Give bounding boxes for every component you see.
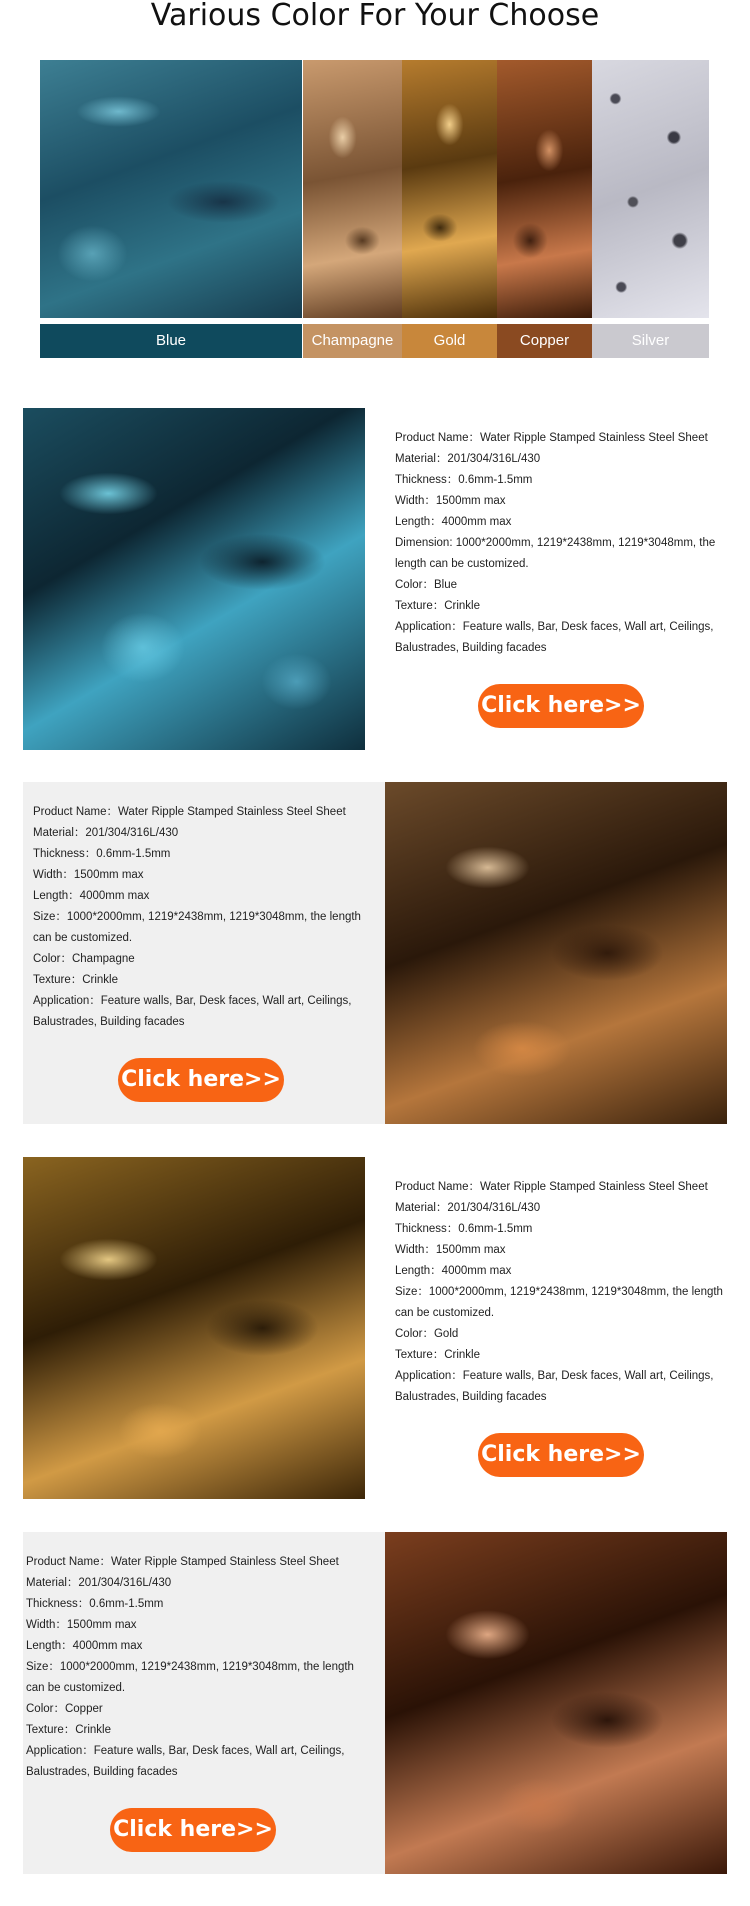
product-info-blue (385, 408, 747, 750)
spec-color: Color：Gold (395, 1328, 459, 1340)
spec-texture: Texture：Crinkle (33, 974, 118, 986)
spec-product-name: Product Name：Water Ripple Stamped Stainless Steel Sheet (395, 1181, 708, 1193)
swatch-label-champagne: Champagne (303, 324, 402, 358)
spec-length: Length：4000mm max (26, 1640, 143, 1652)
spec-color: Color：Blue (395, 579, 457, 591)
click-here-button-champagne[interactable]: Click here>> (118, 1058, 284, 1102)
spec-thickness: Thickness：0.6mm-1.5mm (26, 1598, 164, 1610)
spec-texture: Texture：Crinkle (26, 1724, 111, 1736)
click-here-button-blue[interactable]: Click here>> (478, 684, 644, 728)
product-info-champagne (23, 782, 385, 1124)
spec-texture: Texture：Crinkle (395, 1349, 480, 1361)
spec-width: Width：1500mm max (395, 495, 506, 507)
spec-material: Material：201/304/316L/430 (33, 827, 179, 839)
spec-length: Length：4000mm max (33, 890, 150, 902)
click-here-button-gold[interactable]: Click here>> (478, 1433, 644, 1477)
spec-color: Color：Copper (26, 1703, 103, 1715)
spec-product-name: Product Name：Water Ripple Stamped Stainless Steel Sheet (395, 432, 708, 444)
product-image-gold (23, 1157, 365, 1499)
spec-width: Width：1500mm max (33, 869, 144, 881)
spec-color: Color：Champagne (33, 953, 135, 965)
swatch-label-gold: Gold (402, 324, 497, 358)
spec-thickness: Thickness：0.6mm-1.5mm (395, 474, 533, 486)
swatch-label-blue: Blue (40, 324, 302, 358)
spec-application: Application：Feature walls, Bar, Desk faces, Wall art, Ceilings, Balustrades, Building facades (395, 1370, 714, 1403)
spec-width: Width：1500mm max (395, 1244, 506, 1256)
swatch-image-blue (40, 60, 302, 318)
spec-size: Size：1000*2000mm, 1219*2438mm, 1219*3048mm, the length can be customized. (26, 1661, 354, 1694)
swatch-image-champagne (303, 60, 402, 318)
product-info-copper (23, 1532, 385, 1874)
spec-texture: Texture：Crinkle (395, 600, 480, 612)
spec-material: Material：201/304/316L/430 (395, 453, 541, 465)
spec-list (395, 428, 740, 659)
product-image-champagne (385, 782, 727, 1124)
product-image-blue (23, 408, 365, 750)
spec-application: Application：Feature walls, Bar, Desk faces, Wall art, Ceilings, Balustrades, Building facades (26, 1745, 345, 1778)
spec-application: Application：Feature walls, Bar, Desk faces, Wall art, Ceilings, Balustrades, Building facades (33, 995, 352, 1028)
swatch-label-silver: Silver (592, 324, 709, 358)
spec-material: Material：201/304/316L/430 (395, 1202, 541, 1214)
swatch-label-copper: Copper (497, 324, 592, 358)
spec-product-name: Product Name：Water Ripple Stamped Stainless Steel Sheet (26, 1556, 339, 1568)
spec-thickness: Thickness：0.6mm-1.5mm (395, 1223, 533, 1235)
spec-size: Size：1000*2000mm, 1219*2438mm, 1219*3048mm, the length can be customized. (395, 1286, 723, 1319)
swatch-image-copper (497, 60, 592, 318)
spec-length: Length：4000mm max (395, 1265, 512, 1277)
spec-list (26, 1552, 371, 1783)
swatch-image-silver (592, 60, 709, 318)
spec-dimension: Dimension: 1000*2000mm, 1219*2438mm, 1219*3048mm, the length can be customized. (395, 537, 716, 570)
spec-application: Application：Feature walls, Bar, Desk faces, Wall art, Ceilings, Balustrades, Building facades (395, 621, 714, 654)
spec-size: Size：1000*2000mm, 1219*2438mm, 1219*3048mm, the length can be customized. (33, 911, 361, 944)
swatch-image-gold (402, 60, 497, 318)
product-info-gold (385, 1157, 747, 1499)
spec-product-name: Product Name：Water Ripple Stamped Stainless Steel Sheet (33, 806, 346, 818)
page-title: Various Color For Your Choose (150, 0, 600, 33)
spec-list (33, 802, 378, 1033)
spec-list (395, 1177, 740, 1408)
spec-width: Width：1500mm max (26, 1619, 137, 1631)
spec-thickness: Thickness：0.6mm-1.5mm (33, 848, 171, 860)
click-here-button-copper[interactable]: Click here>> (110, 1808, 276, 1852)
product-image-copper (385, 1532, 727, 1874)
spec-material: Material：201/304/316L/430 (26, 1577, 172, 1589)
spec-length: Length：4000mm max (395, 516, 512, 528)
